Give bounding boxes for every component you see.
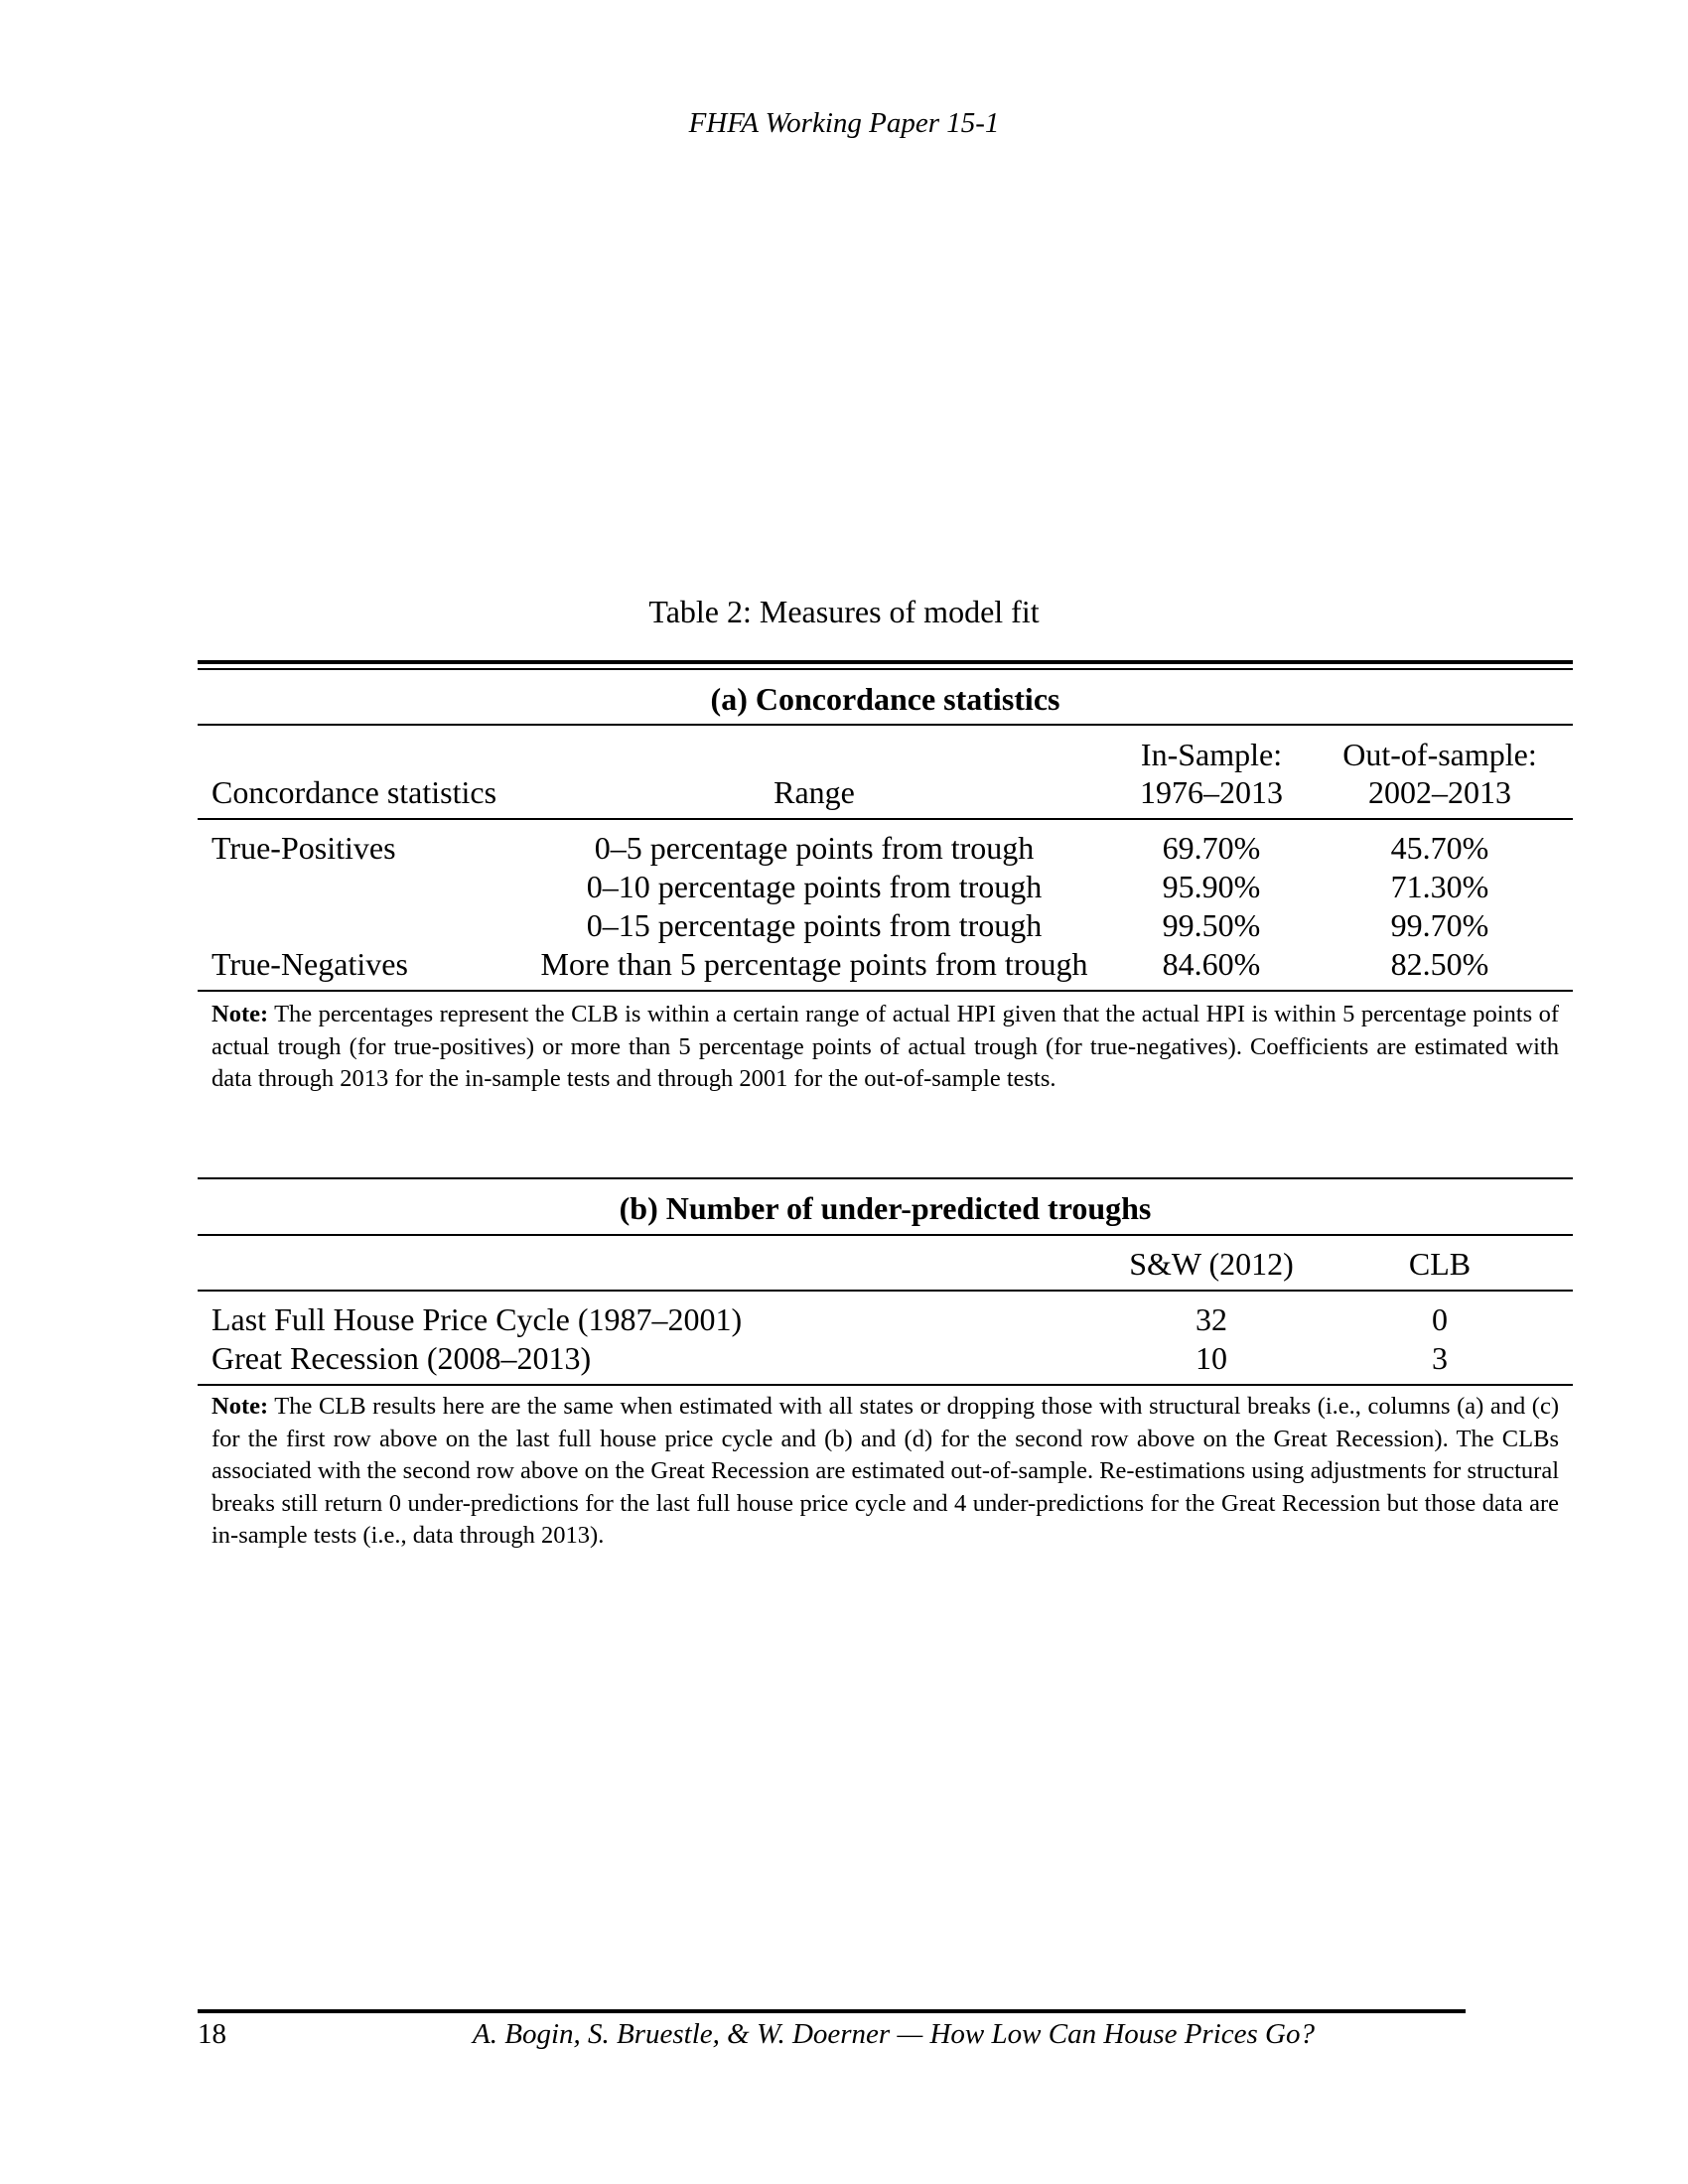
footer-citation: A. Bogin, S. Bruestle, & W. Doerner — How Low Can House Prices Go? [473, 2018, 1315, 2050]
panel-b-row-label: Great Recession (2008–2013) [211, 1340, 592, 1376]
panel-a-row-label: True-Positives [211, 830, 396, 866]
panel-a-row-in-sample: 99.50% [1162, 907, 1261, 943]
panel-a-row-in-sample: 69.70% [1162, 830, 1261, 866]
panel-b-header-clb: CLB [1408, 1246, 1472, 1282]
panel-a-row-out-sample: 71.30% [1390, 869, 1489, 904]
panel-b-row-sw: 32 [1196, 1301, 1227, 1337]
panel-a-row-label: True-Negatives [211, 946, 408, 982]
panel-a-header-in-sample-years: 1976–2013 [1140, 774, 1283, 810]
panel-a-header-out-sample: Out-of-sample: [1342, 737, 1537, 772]
panel-a-row-in-sample: 84.60% [1162, 946, 1261, 982]
panel-b-title-rule [198, 1234, 1573, 1236]
panel-a-header-out-sample-years: 2002–2013 [1368, 774, 1511, 810]
panel-b-row-clb: 0 [1432, 1301, 1448, 1337]
table-top-rule-2 [198, 668, 1573, 670]
panel-b-header-rule [198, 1290, 1573, 1292]
panel-b-row-label: Last Full House Price Cycle (1987–2001) [211, 1301, 743, 1337]
panel-a-row-range: 0–5 percentage points from trough [594, 830, 1035, 866]
panel-a-row-range: 0–15 percentage points from trough [586, 907, 1043, 943]
panel-b-note [211, 1391, 1559, 1553]
running-head: FHFA Working Paper 15-1 [688, 107, 1000, 139]
panel-a-row-range: More than 5 percentage points from trough [540, 946, 1088, 982]
panel-a-bottom-rule [198, 990, 1573, 992]
panel-b-top-rule [198, 1177, 1573, 1179]
note-text: The percentages represent the CLB is within a certain range of actual HPI given that the actual HPI is within 5 percentage points of actual trough (for true-positives) or more than 5 percentage points of actual trough (for true-negatives). Coefficients are estimated with data through 2013 for the in-sample tests and through 2001 for the out-of-sample tests. [211, 1001, 1559, 1092]
panel-b-row-clb: 3 [1432, 1340, 1448, 1376]
panel-b-header-sw: S&W (2012) [1129, 1246, 1294, 1282]
panel-a-title: (a) Concordance statistics [710, 681, 1060, 717]
panel-a-row-out-sample: 45.70% [1390, 830, 1489, 866]
panel-a-note [211, 999, 1559, 1096]
panel-a-row-in-sample: 95.90% [1162, 869, 1261, 904]
page-number: 18 [198, 2018, 226, 2050]
panel-a-row-range: 0–10 percentage points from trough [586, 869, 1043, 904]
panel-b-row-sw: 10 [1196, 1340, 1227, 1376]
panel-a-row-out-sample: 99.70% [1390, 907, 1489, 943]
footer-rule [198, 2009, 1466, 2013]
panel-b-title: (b) Number of under-predicted troughs [619, 1190, 1152, 1226]
table-title: Table 2: Measures of model fit [648, 594, 1040, 629]
note-text: The CLB results here are the same when estimated with all states or dropping those with structural breaks (i.e., columns (a) and (c) for the first row above on the last full house price cycle and (b) and (d) for the second row above on the Great Recession). The CLBs associated with the second row above on the Great Recession are estimated out-of-sample. Re-estimations using adjustments for structural breaks still return 0 under-predictions for the last full house price cycle and 4 under-predictions for the Great Recession but those data are in-sample tests (i.e., data through 2013). [211, 1393, 1559, 1549]
panel-a-row-out-sample: 82.50% [1390, 946, 1489, 982]
panel-a-header-rule [198, 818, 1573, 820]
note-label: Note: [211, 1001, 269, 1027]
panel-b-bottom-rule [198, 1384, 1573, 1386]
note-label: Note: [211, 1393, 269, 1420]
table-top-rule-1 [198, 660, 1573, 664]
panel-a-title-rule [198, 724, 1573, 726]
panel-a-header-statistic: Concordance statistics [211, 774, 497, 810]
panel-a-header-in-sample: In-Sample: [1140, 737, 1283, 772]
panel-a-header-range: Range [774, 774, 855, 810]
